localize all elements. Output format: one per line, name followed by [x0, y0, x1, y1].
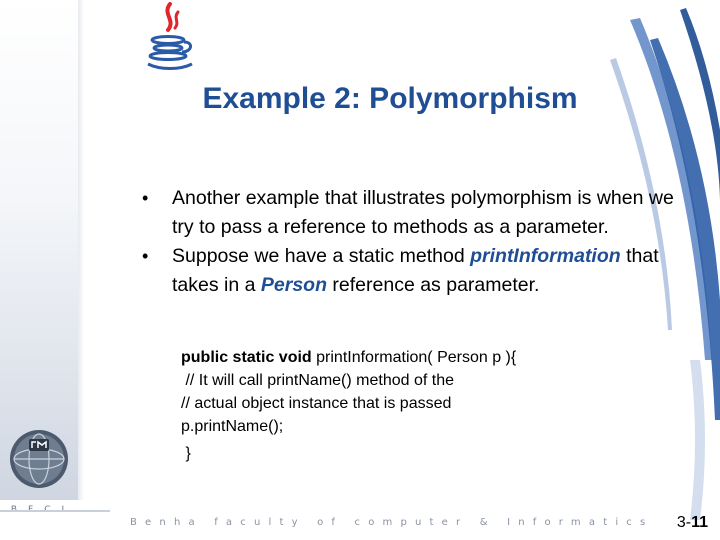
code-closing-brace: } — [181, 445, 191, 462]
page-number — [677, 514, 708, 532]
bullet-dot: • — [142, 246, 149, 266]
code-line: // actual object instance that is passed — [181, 395, 452, 412]
slide-title: Example 2: Polymorphism — [202, 82, 578, 115]
code-signature-line — [181, 346, 621, 369]
page-number-prefix: 3- — [676, 514, 692, 531]
bullet-text: Suppose we have a static method — [172, 245, 471, 267]
bullet-dot: • — [142, 188, 149, 208]
code-line: p.printName(); — [181, 418, 284, 435]
code-block — [181, 346, 621, 465]
footer-rule — [0, 510, 110, 512]
code-signature-rest: printInformation( Person p ){ — [311, 349, 517, 366]
bullet-text: that takes in a — [172, 245, 659, 296]
bfci-globe-logo-icon — [8, 428, 70, 490]
bullet-text: Another example that illustrates polymorphism is when we try to pass a reference to methods as a parameter. — [172, 187, 674, 238]
left-sidebar — [0, 0, 78, 500]
bullet-highlight-text: printInformation — [470, 245, 621, 267]
code-line: // It will call printName() method of the — [181, 372, 454, 389]
bullet-text: reference as parameter. — [327, 274, 540, 296]
bullet-item — [140, 184, 690, 242]
sidebar-edge — [78, 0, 84, 500]
bullet-highlight-text: Person — [260, 274, 327, 296]
code-keyword: public static void — [181, 349, 312, 366]
bullet-list — [140, 184, 690, 300]
footer-faculty-text: Benha faculty of computer & Informatics — [130, 517, 654, 528]
java-logo-icon — [140, 2, 198, 72]
page-number-value: 11 — [691, 514, 708, 531]
bullet-item — [140, 242, 690, 300]
